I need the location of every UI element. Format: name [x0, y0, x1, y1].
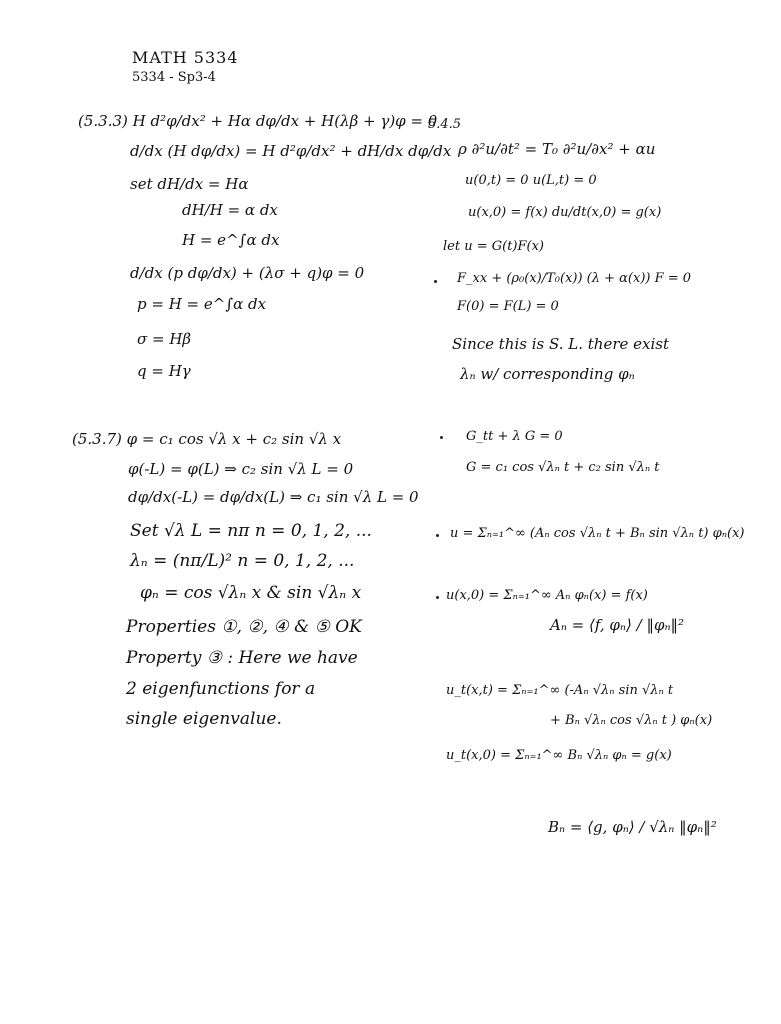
eq-5-3-3-line-7: p = H = e^∫α dx [137, 295, 267, 313]
solution-line-2: G = c₁ cos √λₙ t + c₂ sin √λₙ t [466, 460, 660, 475]
solution-line-4: u(x,0) = Σₙ₌₁^∞ Aₙ φₙ(x) = f(x) [446, 588, 648, 603]
eq-5-3-3-line-8: σ = Hβ [137, 330, 192, 348]
eq-5-3-3-line-4: dH/H = α dx [182, 201, 278, 219]
eq-5-3-3-line-5: H = e^∫α dx [182, 231, 280, 249]
problem-5-4-5-label: 5.4.5 [428, 117, 462, 132]
eq-5-3-7-line-1: (5.3.7) φ = c₁ cos √λ x + c₂ sin √λ x [72, 430, 342, 448]
eq-5-4-5-line-7: Since this is S. L. there exist [452, 335, 670, 353]
eq-5-4-5-line-2: u(0,t) = 0 u(L,t) = 0 [465, 173, 597, 188]
solution-line-7: + Bₙ √λₙ cos √λₙ t ) φₙ(x) [550, 713, 713, 728]
eq-5-3-7-line-3: dφ/dx(-L) = dφ/dx(L) ⇒ c₁ sin √λ L = 0 [128, 488, 419, 506]
eq-5-3-7-line-10: single eigenvalue. [126, 709, 282, 729]
eq-5-3-7-line-6: φₙ = cos √λₙ x & sin √λₙ x [140, 583, 362, 603]
eq-5-4-5-line-4: let u = G(t)F(x) [443, 239, 544, 254]
bullet-dot [440, 436, 443, 439]
solution-line-9: Bₙ = ⟨g, φₙ⟩ / √λₙ ‖φₙ‖² [548, 818, 717, 836]
eq-5-4-5-line-6: F(0) = F(L) = 0 [457, 299, 559, 314]
eq-5-3-7-line-4: Set √λ L = nπ n = 0, 1, 2, ... [130, 521, 372, 541]
solution-line-5: Aₙ = ⟨f, φₙ⟩ / ‖φₙ‖² [550, 616, 685, 634]
eq-5-4-5-line-8: λₙ w/ corresponding φₙ [460, 365, 635, 383]
eq-5-3-3-line-6: d/dx (p dφ/dx) + (λσ + q)φ = 0 [130, 264, 365, 282]
solution-line-1: G_tt + λ G = 0 [466, 429, 563, 444]
eq-5-3-3-line-2: d/dx (H dφ/dx) = H d²φ/dx² + dH/dx dφ/dx [130, 142, 452, 160]
eq-5-4-5-line-5: F_xx + (ρ₀(x)/T₀(x)) (λ + α(x)) F = 0 [457, 271, 692, 286]
bullet-dot [436, 596, 439, 599]
eq-5-3-7-line-5: λₙ = (nπ/L)² n = 0, 1, 2, ... [130, 551, 355, 571]
solution-line-6: u_t(x,t) = Σₙ₌₁^∞ (-Aₙ √λₙ sin √λₙ t [446, 683, 674, 698]
eq-5-4-5-line-3: u(x,0) = f(x) du/dt(x,0) = g(x) [468, 205, 662, 220]
bullet-dot [436, 534, 439, 537]
eq-5-3-3-line-3: set dH/dx = Hα [130, 175, 249, 193]
course-title: MATH 5334 [132, 48, 239, 67]
solution-line-3: u = Σₙ₌₁^∞ (Aₙ cos √λₙ t + Bₙ sin √λₙ t) φₙ(x) [450, 526, 745, 541]
eq-5-3-3-line-1: (5.3.3) H d²φ/dx² + Hα dφ/dx + H(λβ + γ)φ = 0 [78, 112, 438, 130]
eq-5-3-7-line-2: φ(-L) = φ(L) ⇒ c₂ sin √λ L = 0 [128, 460, 354, 478]
eq-5-3-7-line-7: Properties ①, ②, ④ & ⑤ OK [126, 617, 362, 637]
eq-5-3-3-line-9: q = Hγ [137, 362, 191, 380]
eq-5-4-5-line-1: ρ ∂²u/∂t² = T₀ ∂²u/∂x² + αu [458, 140, 656, 158]
eq-5-3-7-line-8: Property ③ : Here we have [126, 648, 358, 668]
course-code: 5334 - Sp3-4 [132, 70, 216, 85]
bullet-dot [434, 280, 437, 283]
eq-5-3-7-line-9: 2 eigenfunctions for a [126, 679, 316, 699]
solution-line-8: u_t(x,0) = Σₙ₌₁^∞ Bₙ √λₙ φₙ = g(x) [446, 748, 672, 763]
